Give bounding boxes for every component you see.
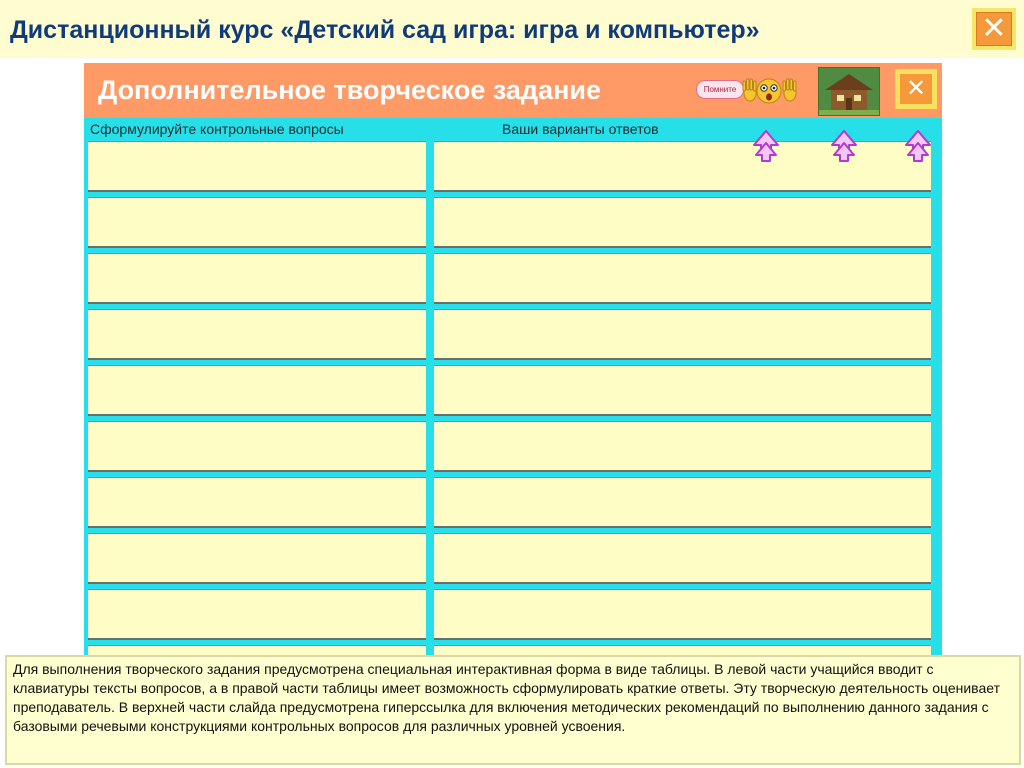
slide-close-button[interactable] <box>895 69 937 109</box>
question-input[interactable] <box>88 533 426 584</box>
close-icon: ✕ <box>900 74 932 104</box>
question-input[interactable] <box>88 197 426 248</box>
answer-input[interactable] <box>434 253 931 304</box>
up-arrow-icon[interactable] <box>752 129 780 163</box>
description-note: Для выполнения творческого задания предусмотрена специальная интерактивная форма в виде таблицы. В левой части учащийся вводит с клавиатуры тексты вопросов, а в правой части таблицы имеет возможность сформулировать краткие ответы. Эту творческую деятельность оценивает преподаватель. В верхней части слайда предусмотрена гиперссылка для включения методических рекомендаций по выполнению данного задания с базовыми речевыми конструкциями контрольных вопросов для различных уровней усвоения. <box>5 655 1021 765</box>
questions-column-header: Сформулируйте контрольные вопросы <box>90 121 344 137</box>
answer-input[interactable] <box>434 309 931 360</box>
question-input[interactable] <box>88 141 426 192</box>
question-input[interactable] <box>88 253 426 304</box>
hands-face-emoji-icon[interactable] <box>734 73 804 109</box>
up-arrow-icon[interactable] <box>830 129 858 163</box>
answer-input[interactable] <box>434 589 931 640</box>
answer-input[interactable] <box>434 477 931 528</box>
up-arrow-icon[interactable] <box>904 129 932 163</box>
answer-input[interactable] <box>434 197 931 248</box>
remember-link[interactable]: Помните <box>696 80 744 99</box>
course-title-bar <box>0 0 1024 58</box>
question-input[interactable] <box>88 477 426 528</box>
slide-title: Дополнительное творческое задание <box>98 75 602 105</box>
question-input[interactable] <box>88 365 426 416</box>
answer-input[interactable] <box>434 533 931 584</box>
close-button[interactable] <box>972 8 1016 50</box>
close-icon: ✕ <box>976 12 1012 46</box>
question-input[interactable] <box>88 589 426 640</box>
question-input[interactable] <box>88 421 426 472</box>
slide-header <box>84 63 942 118</box>
house-picture-icon[interactable] <box>818 67 880 116</box>
answers-column-header: Ваши варианты ответов <box>502 121 659 137</box>
answer-input[interactable] <box>434 365 931 416</box>
question-input[interactable] <box>88 309 426 360</box>
course-title: Дистанционный курс «Детский сад игра: игра и компьютер» <box>10 16 760 44</box>
answer-input[interactable] <box>434 421 931 472</box>
task-slide <box>84 63 942 663</box>
